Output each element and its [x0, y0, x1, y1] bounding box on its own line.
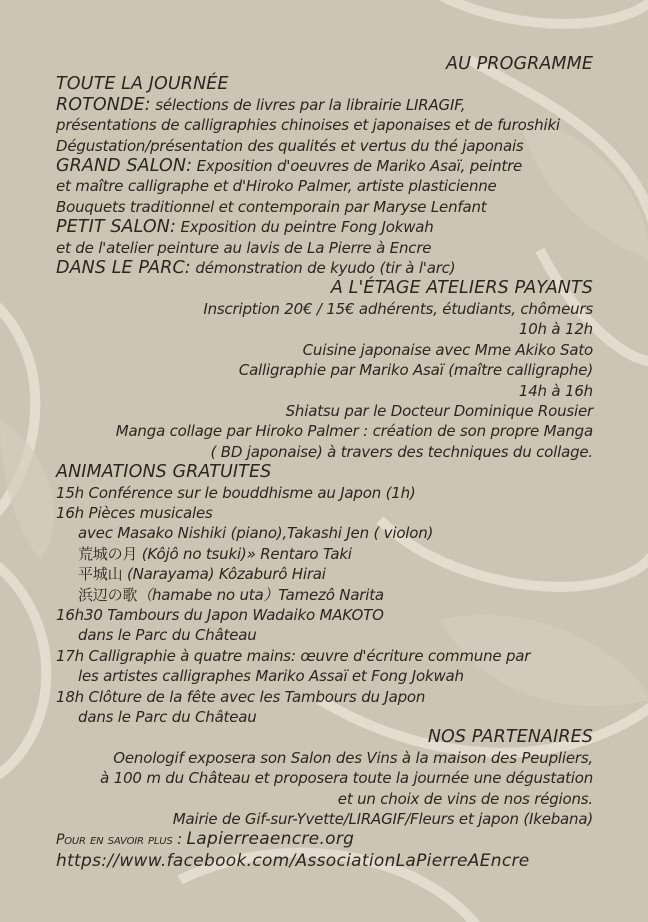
animation-tambours-lieu: dans le Parc du Château [78, 626, 257, 645]
animation-cloture: 18h Clôture de la fête avec les Tambours du Japon [56, 687, 426, 706]
partenaires-liste: Mairie de Gif-sur-Yvette/LIRAGIF/Fleurs et japon (Ikebana) [172, 810, 593, 829]
ateliers-slot-morning: 10h à 12h [518, 320, 593, 339]
rotonde-line-2: présentations de calligraphies chinoises et japonaises et de furoshiki [56, 116, 560, 135]
song-hamabe-no-uta [56, 585, 601, 605]
ateliers-slot-afternoon: 14h à 16h [518, 381, 593, 400]
petit-salon-line-2: et de l'atelier peinture au lavis de La Pierre à Encre [56, 238, 432, 257]
partenaire-oenologif-2: à 100 m du Château et proposera toute la journée une dégustation [100, 769, 593, 788]
footer-more [56, 829, 601, 850]
animation-tambours: 16h30 Tambours du Japon Wadaiko MAKOTO [56, 605, 384, 624]
parc-line [56, 258, 601, 278]
petit-salon-line [56, 217, 601, 237]
animation-cloture-lieu: dans le Parc du Château [78, 708, 257, 726]
grand-salon-label: GRAND SALON: [56, 156, 193, 177]
animation-conference: 15h Conférence sur le bouddhisme au Japon (1h) [56, 483, 416, 502]
song-2-japanese: 平城山 [78, 565, 123, 584]
more-separator: : [172, 830, 187, 849]
animations-heading: ANIMATIONS GRATUITES [56, 462, 272, 483]
rotonde-label: ROTONDE: [56, 94, 151, 115]
grand-salon-line [56, 156, 601, 176]
atelier-calligraphie: Calligraphie par Mariko Asaï (maître calligraphe) [238, 361, 593, 380]
animation-calligraphie-2: les artistes calligraphes Mariko Assaï et Fong Jokwah [78, 667, 464, 686]
partenaire-oenologif-3: et un choix de vins de nos régions. [337, 789, 593, 808]
programme-text [56, 54, 601, 871]
toute-heading: TOUTE LA JOURNÉE [56, 74, 229, 95]
petit-salon-label: PETIT SALON: [56, 217, 176, 238]
song-kojo-no-tsuki [56, 544, 601, 564]
atelier-cuisine: Cuisine japonaise avec Mme Akiko Sato [302, 340, 593, 359]
song-1-text: (Kôjô no tsuki)» Rentaro Taki [137, 544, 352, 563]
song-narayama [56, 564, 601, 584]
grand-salon-line-2: et maître calligraphe et d'Hiroko Palmer, artiste plasticienne [56, 177, 497, 196]
animation-calligraphie: 17h Calligraphie à quatre mains: œuvre d'écriture commune par [56, 646, 531, 665]
song-2-text: (Narayama) Kôzaburô Hirai [122, 565, 326, 584]
grand-salon-line-3: Bouquets traditionnel et contemporain par Maryse Lenfant [56, 197, 487, 216]
rotonde-text: sélections de livres par la librairie LIRAGIF, [150, 95, 466, 114]
atelier-manga-2: ( BD japonaise) à travers des techniques du collage. [210, 442, 593, 461]
ateliers-inscription: Inscription 20€ / 15€ adhérents, étudiants, chômeurs [203, 299, 593, 318]
partenaires-heading: NOS PARTENAIRES [427, 727, 593, 748]
animation-musique: 16h Pièces musicales [56, 503, 213, 522]
more-label: Pour en savoir plus [56, 832, 173, 849]
ateliers-heading: A L'ÉTAGE ATELIERS PAYANTS [330, 278, 593, 299]
programme-title: AU PROGRAMME [446, 54, 593, 74]
petit-salon-text: Exposition du peintre Fong Jokwah [175, 218, 434, 237]
facebook-link[interactable]: https://www.facebook.com/AssociationLaPierreAEncre [56, 850, 530, 871]
atelier-manga: Manga collage par Hiroko Palmer : création de son propre Manga [115, 422, 593, 441]
parc-label: DANS LE PARC: [56, 258, 191, 279]
grand-salon-text: Exposition d'oeuvres de Mariko Asaï, peintre [192, 157, 523, 176]
song-3-japanese: 浜辺の歌 [78, 585, 138, 604]
animation-musiciens: avec Masako Nishiki (piano),Takashi Jen ( violon) [78, 524, 434, 543]
song-1-japanese: 荒城の月 [78, 544, 138, 563]
partenaire-oenologif: Oenologif exposera son Salon des Vins à la maison des Peupliers, [113, 748, 593, 767]
parc-text: démonstration de kyudo (tir à l'arc) [190, 259, 456, 278]
rotonde-line [56, 95, 601, 115]
website-link[interactable]: Lapierreaencre.org [186, 829, 355, 850]
atelier-shiatsu: Shiatsu par le Docteur Dominique Rousier [285, 401, 593, 420]
rotonde-line-3: Dégustation/présentation des qualités et vertus du thé japonais [56, 136, 524, 155]
song-3-text: （hamabe no uta）Tamezô Narita [137, 585, 384, 604]
